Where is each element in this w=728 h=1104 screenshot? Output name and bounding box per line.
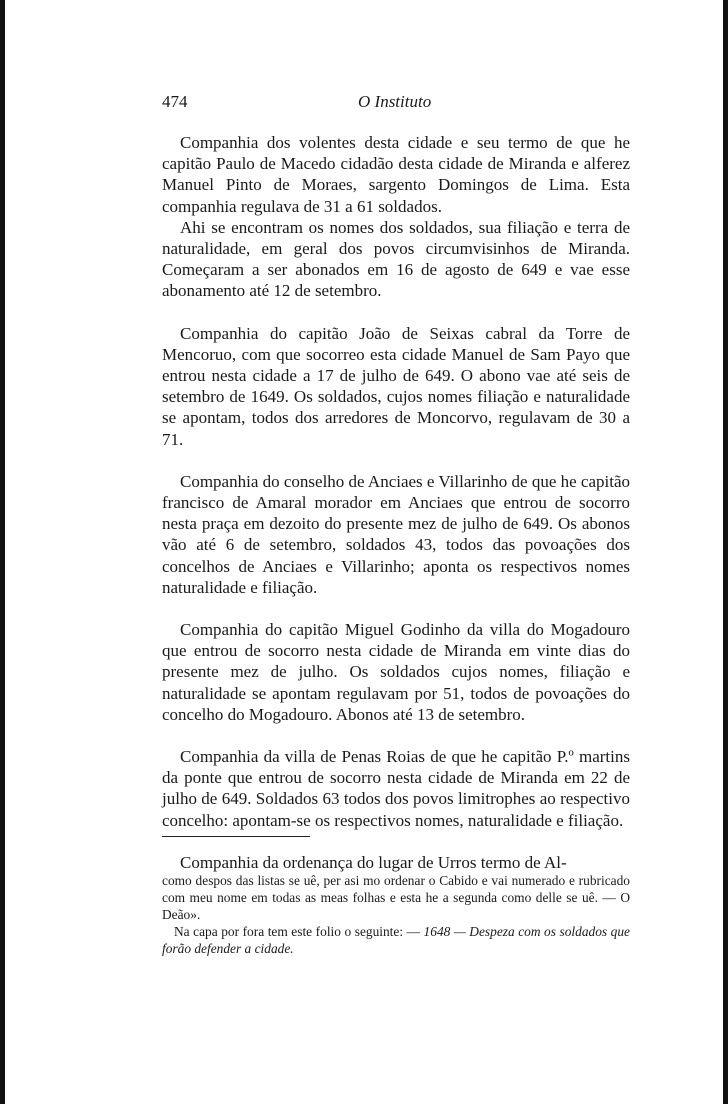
paragraph-5: Companhia do capitão Miguel Godinho da villa do Mogadouro que entrou de socorro nesta cidade de Miranda em vinte dias do presente mez de julho. Os soldados cujos nomes, filiação e naturalidade se apontam regulavam por 51, todos de povoações do concelho do Mogadouro. Abonos até 13 de setembro. <box>162 620 630 724</box>
footnote-divider <box>162 836 310 837</box>
paragraph-2: Ahi se encontram os nomes dos soldados, sua filiação e terra de naturalidade, em geral dos povos circumvisinhos de Miranda. Começaram a ser abonados em 16 de agosto de 649 e vae esse abonamento até 12 de setembro. <box>162 217 630 301</box>
footnotes <box>162 872 630 957</box>
scan-border-right <box>723 0 728 1104</box>
paragraph-1: Companhia dos volentes desta cidade e seu termo de que he capitão Paulo de Macedo cidadão desta cidade de Miranda e alferez Manuel Pinto de Moraes, sargento Domingos de Lima. Esta companhia regulava de 31 a 61 soldados. <box>162 133 630 216</box>
footnote-2-italic: 1648 — Despeza com os soldados que forão defender a cidade. <box>162 924 630 956</box>
main-text <box>162 132 630 894</box>
footnote-2-intro: Na capa por fora tem este folio o seguinte: — <box>174 924 424 939</box>
paragraph-4: Companhia do conselho de Anciaes e Villarinho de que he capitão francisco de Amaral morador em Anciaes que entrou de socorro nesta praça em dezoito do presente mez de julho de 649. Os abonos vão até 6 de setembro, soldados 43, todos das povoações dos concelhos de Anciaes e Villarinho; aponta os respectivos nomes naturalidade e filiação. <box>162 471 630 597</box>
running-title: O Instituto <box>358 92 432 111</box>
page-header <box>162 92 630 116</box>
footnote-2 <box>162 923 630 957</box>
page-number: 474 <box>162 92 188 111</box>
book-page <box>162 0 630 1104</box>
paragraph-3: Companhia do capitão João de Seixas cabral da Torre de Mencoruo, com que socorreo esta cidade Manuel de Sam Payo que entrou nesta cidade a 17 de julho de 649. O abono vae até seis de setembro de 1649. Os soldados, cujos nomes filiação e naturalidade se apontam, todos dos arredores de Moncorvo, regulavam de 30 a 71. <box>162 323 630 449</box>
footnote-1: como despos das listas se uê, per asi mo ordenar o Cabido e vai numerado e rubricado com meu nome em todas as meas folhas e esta he a segunda como delle se uê. — O Deão». <box>162 873 630 922</box>
paragraph-6: Companhia da villa de Penas Roias de que he capitão P.º martins da ponte que entrou de socorro nesta cidade de Miranda em 22 de julho de 649. Soldados 63 todos dos povos limitrophes ao respectivo concelho: apontam-se os respectivos nomes, naturalidade e filiação. <box>162 747 630 830</box>
scan-border-left <box>0 0 5 1104</box>
paragraph-7: Companhia da ordenança do lugar de Urros termo de Al- <box>180 852 567 872</box>
